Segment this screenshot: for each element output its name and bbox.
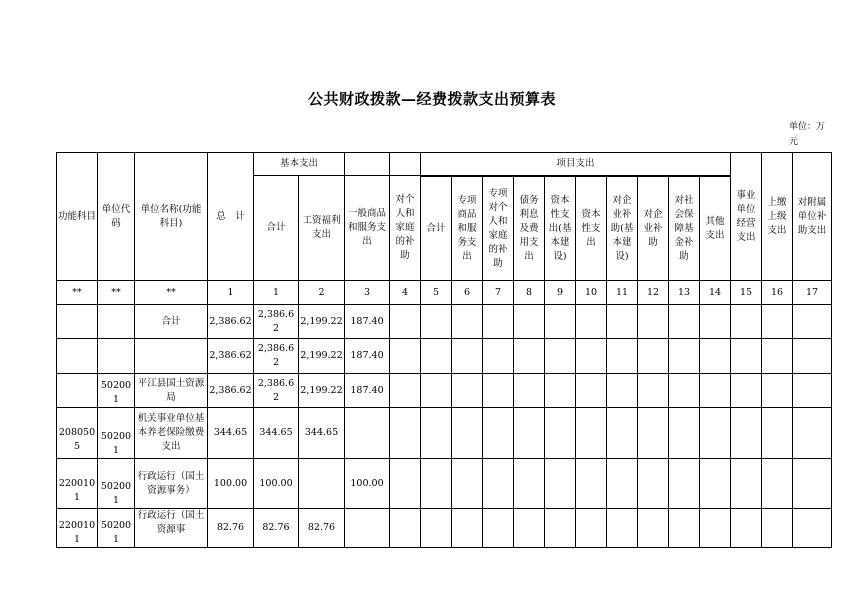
cell-empty	[731, 305, 762, 339]
cell-empty	[545, 305, 576, 339]
header-unit-name: 单位名称(功能科目)	[135, 153, 208, 281]
cell-empty	[669, 339, 700, 374]
header-goods: 一般商品和服务支出	[345, 176, 390, 281]
table-row	[57, 305, 832, 339]
index-cell: 14	[700, 281, 731, 305]
index-cell: 17	[793, 281, 832, 305]
table-row	[57, 408, 832, 459]
table-row	[57, 339, 832, 374]
cell-wage	[299, 459, 345, 509]
cell-basic: 2,386.62	[254, 305, 299, 339]
cell-empty	[483, 509, 514, 548]
cell-empty	[762, 408, 793, 459]
header-personal: 对个人和家庭的补助	[390, 176, 421, 281]
budget-table	[56, 152, 832, 548]
header-blank-b	[390, 153, 421, 176]
cell-name: 合计	[135, 305, 208, 339]
index-cell: 6	[452, 281, 483, 305]
cell-empty	[700, 459, 731, 509]
cell-empty	[483, 339, 514, 374]
cell-empty	[421, 374, 452, 408]
table-row	[57, 509, 832, 548]
cell-basic: 344.65	[254, 408, 299, 459]
cell-goods	[345, 509, 390, 548]
cell-wage: 2,199.22	[299, 339, 345, 374]
cell-empty	[700, 408, 731, 459]
header-basic: 基本支出	[254, 153, 345, 176]
header-total: 总 计	[208, 153, 254, 281]
cell-empty	[793, 339, 832, 374]
cell-empty	[421, 305, 452, 339]
cell-empty	[514, 339, 545, 374]
cell-empty	[607, 339, 638, 374]
cell-empty	[390, 339, 421, 374]
cell-empty	[514, 408, 545, 459]
cell-empty	[390, 374, 421, 408]
header-affiliate: 对附属单位补助支出	[793, 153, 832, 281]
cell-basic: 2,386.62	[254, 374, 299, 408]
cell-func: 2200101	[57, 509, 98, 548]
header-wage: 工资福利支出	[299, 176, 345, 281]
cell-wage: 344.65	[299, 408, 345, 459]
header-proj-personal: 专项对个人和家庭的补助	[483, 177, 514, 281]
cell-empty	[421, 459, 452, 509]
index-cell: 8	[514, 281, 545, 305]
cell-empty	[638, 305, 669, 339]
cell-empty	[762, 305, 793, 339]
cell-code: 502001	[98, 408, 135, 459]
index-cell: 1	[208, 281, 254, 305]
cell-func: 2200101	[57, 459, 98, 509]
index-cell: 5	[421, 281, 452, 305]
cell-wage: 2,199.22	[299, 305, 345, 339]
cell-func	[57, 339, 98, 374]
cell-empty	[483, 374, 514, 408]
index-cell: **	[98, 281, 135, 305]
cell-empty	[700, 509, 731, 548]
header-debt: 债务利息及费用支出	[514, 177, 545, 281]
cell-basic: 100.00	[254, 459, 299, 509]
cell-empty	[607, 374, 638, 408]
cell-total: 100.00	[208, 459, 254, 509]
cell-wage: 82.76	[299, 509, 345, 548]
cell-empty	[545, 374, 576, 408]
cell-empty	[762, 509, 793, 548]
header-basic-total: 合计	[254, 176, 299, 281]
cell-name: 机关事业单位基本养老保险缴费支出	[135, 408, 208, 459]
header-capital: 资本性支出	[576, 177, 607, 281]
index-cell: 3	[345, 281, 390, 305]
cell-empty	[452, 374, 483, 408]
cell-empty	[576, 339, 607, 374]
cell-empty	[731, 408, 762, 459]
index-cell: 11	[607, 281, 638, 305]
cell-empty	[576, 459, 607, 509]
cell-total: 82.76	[208, 509, 254, 548]
cell-goods: 187.40	[345, 339, 390, 374]
cell-empty	[545, 509, 576, 548]
cell-code: 502001	[98, 509, 135, 548]
cell-empty	[576, 305, 607, 339]
cell-empty	[762, 339, 793, 374]
cell-name: 平江县国土资源局	[135, 374, 208, 408]
header-func-code: 功能科目	[57, 153, 98, 281]
cell-empty	[452, 305, 483, 339]
page-title: 公共财政拨款—经费拨款支出预算表	[307, 90, 556, 108]
cell-func: 2080505	[57, 408, 98, 459]
cell-empty	[793, 305, 832, 339]
header-capital-base: 资本性支出(基本建设)	[545, 177, 576, 281]
cell-basic: 2,386.62	[254, 339, 299, 374]
cell-name	[135, 339, 208, 374]
cell-code	[98, 339, 135, 374]
cell-empty	[669, 374, 700, 408]
cell-empty	[452, 509, 483, 548]
cell-total: 344.65	[208, 408, 254, 459]
index-cell: 13	[669, 281, 700, 305]
header-enterprise-base: 对企业补助(基本建设)	[607, 177, 638, 281]
index-cell: 4	[390, 281, 421, 305]
cell-empty	[607, 408, 638, 459]
cell-goods	[345, 408, 390, 459]
index-cell: 15	[731, 281, 762, 305]
cell-empty	[607, 305, 638, 339]
cell-empty	[514, 374, 545, 408]
cell-code: 502001	[98, 374, 135, 408]
cell-empty	[669, 408, 700, 459]
cell-empty	[421, 408, 452, 459]
cell-empty	[421, 509, 452, 548]
cell-empty	[638, 459, 669, 509]
cell-func	[57, 305, 98, 339]
cell-empty	[762, 374, 793, 408]
cell-empty	[390, 459, 421, 509]
cell-empty	[793, 459, 832, 509]
index-cell: 10	[576, 281, 607, 305]
cell-empty	[638, 408, 669, 459]
cell-empty	[607, 509, 638, 548]
header-proj-goods: 专项商品和服务支出	[452, 177, 483, 281]
header-social: 对社会保障基金补助	[669, 177, 700, 281]
cell-empty	[390, 509, 421, 548]
unit-label: 单位：万元	[789, 122, 826, 147]
cell-name: 行政运行（国土资源事	[135, 509, 208, 548]
cell-total: 2,386.62	[208, 305, 254, 339]
index-cell: 7	[483, 281, 514, 305]
cell-empty	[576, 509, 607, 548]
header-proj-total: 合计	[421, 177, 452, 281]
index-cell: 16	[762, 281, 793, 305]
cell-empty	[545, 459, 576, 509]
index-cell: 1	[254, 281, 299, 305]
cell-total: 2,386.62	[208, 339, 254, 374]
cell-empty	[452, 459, 483, 509]
cell-empty	[483, 459, 514, 509]
cell-empty	[514, 509, 545, 548]
cell-empty	[638, 374, 669, 408]
index-cell: 2	[299, 281, 345, 305]
index-cell: **	[135, 281, 208, 305]
cell-empty	[576, 374, 607, 408]
header-operating: 事业单位经营支出	[731, 153, 762, 281]
cell-empty	[483, 305, 514, 339]
cell-empty	[607, 459, 638, 509]
cell-empty	[390, 408, 421, 459]
header-project: 项目支出	[421, 153, 731, 176]
cell-wage: 2,199.22	[299, 374, 345, 408]
cell-empty	[793, 408, 832, 459]
table-row	[57, 374, 832, 408]
cell-empty	[793, 509, 832, 548]
cell-empty	[421, 339, 452, 374]
cell-goods: 187.40	[345, 374, 390, 408]
cell-empty	[452, 408, 483, 459]
cell-code	[98, 305, 135, 339]
cell-empty	[452, 339, 483, 374]
cell-total: 2,386.62	[208, 374, 254, 408]
cell-empty	[731, 374, 762, 408]
cell-empty	[793, 374, 832, 408]
cell-empty	[514, 305, 545, 339]
cell-goods: 187.40	[345, 305, 390, 339]
header-blank-a	[345, 153, 390, 176]
cell-empty	[669, 305, 700, 339]
cell-name: 行政运行（国土资源事务）	[135, 459, 208, 509]
cell-empty	[762, 459, 793, 509]
cell-empty	[669, 459, 700, 509]
header-enterprise: 对企业补助	[638, 177, 669, 281]
index-row	[57, 281, 832, 305]
header-other: 其他支出	[700, 177, 731, 281]
cell-empty	[545, 339, 576, 374]
cell-empty	[390, 305, 421, 339]
cell-empty	[700, 339, 731, 374]
header-unit-code: 单位代码	[98, 153, 135, 281]
cell-empty	[514, 459, 545, 509]
cell-empty	[700, 305, 731, 339]
cell-empty	[545, 408, 576, 459]
cell-func	[57, 374, 98, 408]
cell-basic: 82.76	[254, 509, 299, 548]
cell-empty	[731, 339, 762, 374]
index-cell: 12	[638, 281, 669, 305]
cell-empty	[731, 459, 762, 509]
index-cell: **	[57, 281, 98, 305]
cell-empty	[638, 339, 669, 374]
cell-empty	[483, 408, 514, 459]
cell-goods: 100.00	[345, 459, 390, 509]
index-cell: 9	[545, 281, 576, 305]
cell-empty	[669, 509, 700, 548]
cell-empty	[731, 509, 762, 548]
table-row	[57, 459, 832, 509]
cell-empty	[576, 408, 607, 459]
cell-empty	[700, 374, 731, 408]
cell-code: 502001	[98, 459, 135, 509]
cell-empty	[638, 509, 669, 548]
header-upper: 上缴上级支出	[762, 153, 793, 281]
